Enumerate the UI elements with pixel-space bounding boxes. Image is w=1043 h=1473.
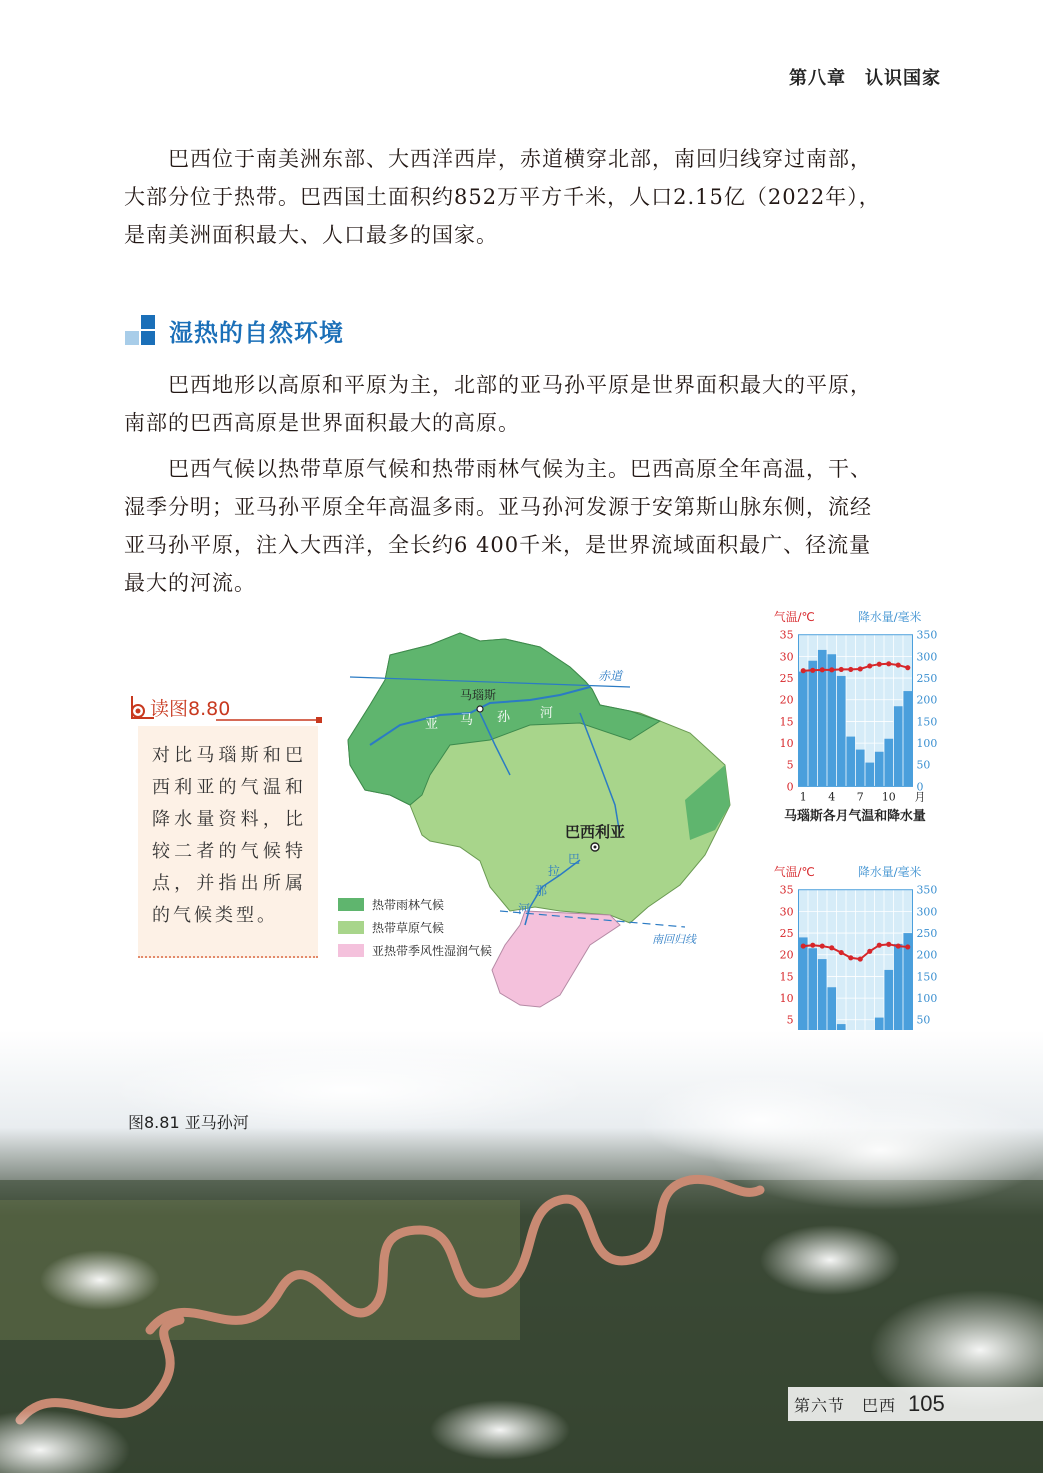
x-tick-label: 7 — [856, 790, 864, 804]
temperature-point — [820, 944, 825, 949]
text-line: 巴西地形以高原和平原为主，北部的亚马孙平原是世界面积最大的平原， — [168, 373, 872, 397]
temperature-point — [829, 945, 834, 950]
y-left-axis-label: 气温/℃ — [773, 864, 815, 879]
y-right-tick-label: 250 — [916, 927, 938, 941]
y-left-tick-label: 20 — [779, 693, 794, 707]
parana-label: 河 — [518, 902, 531, 916]
temperature-point — [867, 663, 872, 668]
legend-swatch-savanna — [338, 921, 364, 934]
read-map-box — [128, 690, 324, 970]
read-map-body — [138, 726, 318, 958]
page-number: 105 — [908, 1391, 945, 1416]
text-line: 巴西气候以热带草原气候和热带雨林气候为主。巴西高原全年高温，干、 — [168, 457, 872, 481]
y-right-axis-label: 降水量/毫米 — [857, 864, 922, 879]
y-right-tick-label: 100 — [916, 737, 938, 751]
y-right-tick-label: 150 — [916, 970, 938, 984]
amazon-label: 孙 — [497, 710, 511, 725]
y-left-tick-label: 25 — [779, 672, 794, 686]
manaus-climate-chart — [755, 605, 955, 835]
y-left-tick-label: 10 — [779, 737, 794, 751]
section-square-icon — [125, 315, 157, 345]
read-map-text: 对比马瑙斯和巴西利亚的气温和降水量资料，比较二者的气候特点，并指出所属的气候类型。 — [152, 745, 306, 926]
precip-bar — [875, 752, 884, 787]
temperature-point — [848, 955, 853, 960]
y-left-tick-label: 30 — [779, 905, 794, 919]
y-right-tick-label: 100 — [916, 992, 938, 1006]
chart-title: 马瑙斯各月气温和降水量 — [784, 809, 926, 825]
y-left-tick-label: 0 — [786, 780, 794, 794]
parana-label: 拉 — [548, 864, 561, 878]
x-tick-label: 10 — [881, 790, 896, 804]
y-left-tick-label: 35 — [779, 883, 794, 897]
manaus-label: 马瑙斯 — [460, 688, 497, 702]
text-line: 大部分位于热带。巴西国土面积约852万平方千米，人口2.15亿（2022年）， — [124, 185, 881, 209]
temperature-point — [810, 668, 815, 673]
x-tick-label: 4 — [828, 790, 836, 804]
y-right-axis-label: 降水量/毫米 — [857, 609, 922, 624]
temperature-point — [886, 661, 891, 666]
temperature-point — [858, 957, 863, 962]
tropic-label: 南回归线 — [652, 933, 696, 946]
temperature-point — [820, 667, 825, 672]
y-left-tick-label: 5 — [786, 758, 794, 772]
precip-bar — [865, 763, 874, 787]
temperature-point — [839, 667, 844, 672]
amazon-label: 马 — [460, 713, 474, 728]
precip-bar — [846, 737, 855, 787]
y-right-tick-label: 300 — [916, 905, 938, 919]
subtropical-region — [492, 911, 620, 1007]
equator-label: 赤道 — [598, 669, 623, 683]
text-line: 巴西位于南美洲东部、大西洋西岸，赤道横穿北部，南回归线穿过南部， — [168, 147, 872, 171]
y-left-axis-label: 气温/℃ — [773, 609, 815, 624]
climate-paragraph — [124, 450, 942, 602]
legend-swatch-rainforest — [338, 898, 364, 911]
y-left-tick-label: 30 — [779, 650, 794, 664]
section-heading — [125, 312, 344, 348]
text-line: 是南美洲面积最大、人口最多的国家。 — [124, 223, 498, 247]
y-right-tick-label: 50 — [916, 1013, 931, 1027]
temperature-point — [877, 662, 882, 667]
y-right-tick-label: 200 — [916, 948, 938, 962]
temperature-point — [896, 663, 901, 668]
temperature-point — [858, 666, 863, 671]
text-line: 湿季分明；亚马孙平原全年高温多雨。亚马孙河发源于安第斯山脉东侧，流经 — [124, 495, 872, 519]
y-right-tick-label: 350 — [916, 883, 938, 897]
legend-label: 亚热带季风性湿润气候 — [372, 944, 493, 958]
temperature-point — [886, 942, 891, 947]
precip-bar — [799, 672, 808, 787]
legend-label: 热带雨林气候 — [372, 898, 445, 912]
text-line: 最大的河流。 — [124, 571, 256, 595]
y-right-tick-label: 50 — [916, 758, 931, 772]
y-left-tick-label: 25 — [779, 927, 794, 941]
parana-label: 巴 — [568, 852, 581, 866]
y-right-tick-label: 200 — [916, 693, 938, 707]
y-right-tick-label: 150 — [916, 715, 938, 729]
brazil-climate-map — [330, 625, 750, 1025]
precip-bar — [827, 654, 836, 786]
legend-swatch-subtropical — [338, 944, 364, 957]
text-line: 亚马孙平原，注入大西洋，全长约6 400千米，是世界流域面积最广、径流量 — [124, 533, 872, 557]
temperature-point — [877, 943, 882, 948]
page-footer — [788, 1387, 1043, 1421]
tab-rule — [216, 716, 326, 726]
precip-bar — [884, 739, 893, 787]
text-line: 南部的巴西高原是世界面积最大的高原。 — [124, 411, 520, 435]
brasilia-label: 巴西利亚 — [565, 823, 626, 841]
temperature-point — [810, 943, 815, 948]
precip-bar — [808, 948, 817, 1041]
read-map-tab — [128, 690, 230, 724]
temperature-point — [867, 949, 872, 954]
precip-bar — [903, 691, 912, 786]
chapter-header: 第八章 认识国家 — [789, 68, 941, 89]
y-left-tick-label: 15 — [779, 715, 794, 729]
precip-bar — [894, 706, 903, 786]
precip-bar — [894, 944, 903, 1042]
footer-section: 第六节 巴西 — [794, 1395, 897, 1415]
intro-paragraph — [124, 140, 942, 254]
y-right-tick-label: 250 — [916, 672, 938, 686]
y-left-tick-label: 15 — [779, 970, 794, 984]
y-right-tick-label: 350 — [916, 628, 938, 642]
temperature-point — [848, 667, 853, 672]
temperature-point — [896, 944, 901, 949]
x-unit-label: 月 — [914, 790, 926, 804]
temperature-point — [839, 950, 844, 955]
target-icon — [128, 690, 158, 724]
x-tick-label: 1 — [799, 790, 807, 804]
temperature-point — [905, 665, 910, 670]
terrain-paragraph — [124, 366, 942, 442]
y-left-tick-label: 35 — [779, 628, 794, 642]
section-title: 湿热的自然环境 — [169, 318, 344, 347]
y-left-tick-label: 5 — [786, 1013, 794, 1027]
y-right-tick-label: 0 — [916, 780, 924, 794]
y-left-tick-label: 10 — [779, 992, 794, 1006]
precip-bar — [808, 661, 817, 787]
temperature-point — [801, 944, 806, 949]
amazon-label: 河 — [540, 706, 554, 721]
amazon-label: 亚 — [425, 717, 439, 732]
precip-bar — [799, 937, 808, 1041]
parana-label: 那 — [535, 884, 548, 898]
temperature-point — [801, 668, 806, 673]
precip-bar — [856, 750, 865, 787]
temperature-point — [829, 667, 834, 672]
legend-label: 热带草原气候 — [372, 921, 445, 935]
photo-caption: 图8.81 亚马孙河 — [128, 1113, 249, 1132]
temperature-point — [905, 944, 910, 949]
precip-bar — [837, 676, 846, 787]
y-right-tick-label: 300 — [916, 650, 938, 664]
y-left-tick-label: 20 — [779, 948, 794, 962]
manaus-dot — [477, 706, 483, 712]
read-map-title: 读图8.80 — [150, 697, 231, 720]
